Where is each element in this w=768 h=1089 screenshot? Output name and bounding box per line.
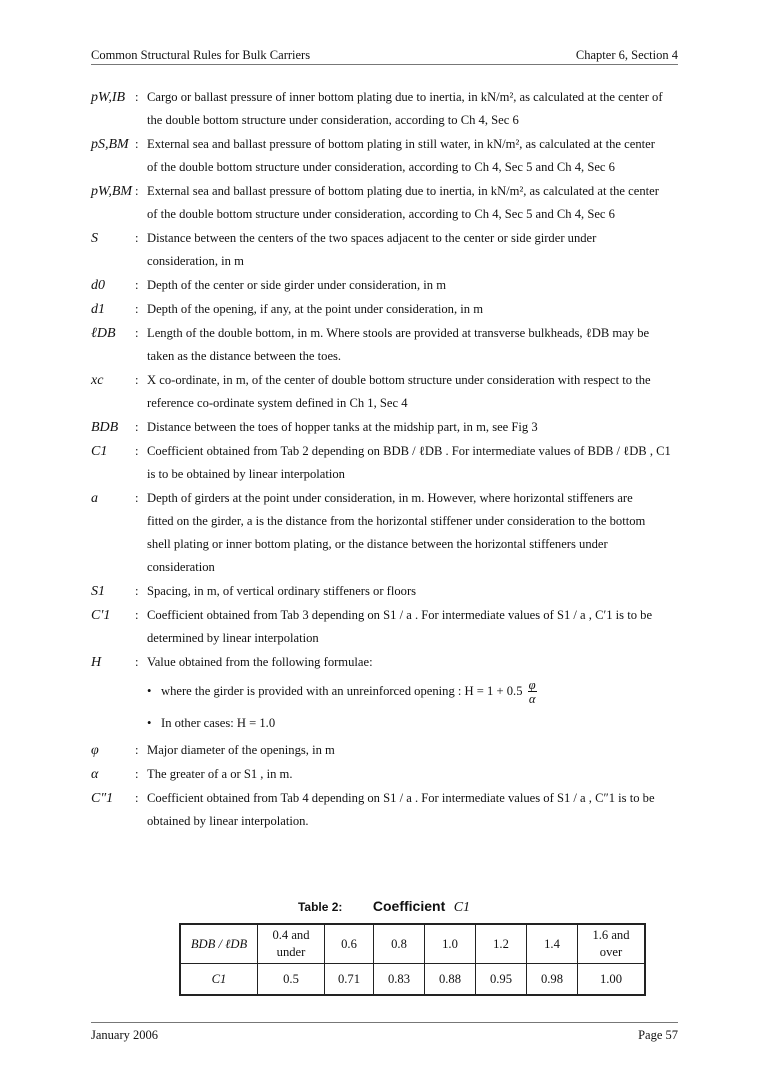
definition-colon: : xyxy=(135,584,139,598)
definition-line: The greater of a or S1 , in m. xyxy=(147,767,293,781)
definition-description xyxy=(147,322,679,368)
fraction-denominator: α xyxy=(528,691,536,706)
definition-description xyxy=(147,604,679,650)
definition-description xyxy=(147,416,679,439)
coefficient-value-cell: 0.98 xyxy=(527,964,578,996)
definition-item xyxy=(91,180,679,226)
column-header-cell: 1.2 xyxy=(476,924,527,964)
definition-line: taken as the distance between the toes. xyxy=(147,349,342,363)
definition-colon: : xyxy=(135,743,139,757)
definition-line: Length of the double bottom, in m. Where stools are provided at transverse bulkheads, ℓDB may be xyxy=(147,326,650,340)
definition-symbol: C1 xyxy=(91,444,108,459)
header-chapter-section: Chapter 6, Section 4 xyxy=(575,48,678,62)
coefficient-value-cell: 0.95 xyxy=(476,964,527,996)
definition-item xyxy=(91,440,679,486)
definition-colon: : xyxy=(135,231,139,245)
bullet-unreinforced-opening xyxy=(147,675,679,707)
footer-page-number: Page 57 xyxy=(638,1028,678,1042)
definition-description xyxy=(147,763,679,786)
header-document-title: Common Structural Rules for Bulk Carriers xyxy=(91,48,311,62)
definition-description xyxy=(147,739,679,762)
bullet-other-cases-text: In other cases: H = 1.0 xyxy=(161,716,276,730)
definition-symbol: pW,IB xyxy=(91,90,126,105)
definition-symbol: φ xyxy=(91,743,99,758)
bullet-unreinforced-text: where the girder is provided with an unreinforced opening : H = 1 + 0.5 xyxy=(161,684,523,698)
definition-item xyxy=(91,763,679,786)
column-header-cell: 1.4 xyxy=(527,924,578,964)
definition-line: Depth of the center or side girder under consideration, in m xyxy=(147,278,447,292)
definition-line: External sea and ballast pressure of bottom plating in still water, in kN/m², as calculated at the center xyxy=(147,137,655,151)
definition-description xyxy=(147,298,679,321)
definition-colon: : xyxy=(135,90,139,104)
definition-line: fitted on the girder, a is the distance from the horizontal stiffener under consideration to the bottom xyxy=(147,514,646,528)
definition-line: of the double bottom structure under consideration, according to Ch 4, Sec 5 and Ch 4, Sec 6 xyxy=(147,207,615,221)
definition-colon: : xyxy=(135,791,139,805)
definition-item xyxy=(91,604,679,650)
definition-line: consideration xyxy=(147,560,215,574)
definition-symbol: xc xyxy=(91,373,104,388)
definition-colon: : xyxy=(135,655,139,669)
definition-line: Distance between the toes of hopper tanks at the midship part, in m, see Fig 3 xyxy=(147,420,538,434)
definition-line: determined by linear interpolation xyxy=(147,631,319,645)
table-caption xyxy=(0,898,768,916)
definition-description xyxy=(147,487,679,579)
definition-item xyxy=(91,298,679,321)
definition-line: Coefficient obtained from Tab 4 depending on S1 / a . For intermediate values of S1 / a , C″1 is to be xyxy=(147,791,655,805)
definition-symbol: d0 xyxy=(91,278,105,293)
definition-item xyxy=(91,369,679,415)
coefficient-value-cell: 0.5 xyxy=(258,964,325,996)
definition-colon: : xyxy=(135,326,139,340)
definition-item xyxy=(91,86,679,132)
row-header-ratio: BDB / ℓDB xyxy=(180,924,258,964)
definition-item xyxy=(91,227,679,273)
table-row-ratio xyxy=(180,924,645,964)
definition-line: Spacing, in m, of vertical ordinary stiffeners or floors xyxy=(147,584,417,598)
definition-colon: : xyxy=(135,420,139,434)
definition-description xyxy=(147,180,679,226)
table-label: Table 2: xyxy=(297,900,343,914)
page-footer xyxy=(91,1022,678,1042)
coefficient-value-cell: 1.00 xyxy=(578,964,646,996)
table-title-symbol: C1 xyxy=(453,900,471,915)
definition-colon: : xyxy=(135,184,139,198)
definition-line: Distance between the centers of the two spaces adjacent to the center or side girder under xyxy=(147,231,597,245)
column-header-cell: 1.0 xyxy=(425,924,476,964)
definition-line: reference co-ordinate system defined in Ch 1, Sec 4 xyxy=(147,396,408,410)
definition-description xyxy=(147,651,679,674)
definition-symbol: a xyxy=(91,491,98,506)
definition-line: is to be obtained by linear interpolation xyxy=(147,467,345,481)
definition-symbol: BDB xyxy=(91,420,119,435)
definition-symbol: d1 xyxy=(91,302,105,317)
column-header-cell: 1.6 and over xyxy=(578,924,646,964)
definition-symbol: C″1 xyxy=(91,791,114,806)
definition-item xyxy=(91,739,679,762)
definition-line: Cargo or ballast pressure of inner bottom plating due to inertia, in kN/m², as calculated at the center of xyxy=(147,90,663,104)
definition-line: External sea and ballast pressure of bottom plating due to inertia, in kN/m², as calculated at the center xyxy=(147,184,659,198)
definition-item xyxy=(91,133,679,179)
column-header-cell: 0.6 xyxy=(325,924,374,964)
definitions-list xyxy=(91,86,679,834)
definition-item xyxy=(91,580,679,603)
fraction-numerator: φ xyxy=(528,677,536,692)
definition-colon: : xyxy=(135,608,139,622)
definition-symbol: S1 xyxy=(91,584,105,599)
definition-symbol: α xyxy=(91,767,99,782)
table-row-coefficient xyxy=(180,964,645,996)
row-header-coefficient: C1 xyxy=(180,964,258,996)
definition-line: Coefficient obtained from Tab 2 depending on BDB / ℓDB . For intermediate values of BDB / ℓDB , C1 xyxy=(147,444,671,458)
definition-colon: : xyxy=(135,278,139,292)
coefficient-table xyxy=(179,923,646,996)
definition-description xyxy=(147,440,679,486)
definition-line: Value obtained from the following formulae: xyxy=(147,655,373,669)
definition-line: Coefficient obtained from Tab 3 depending on S1 / a . For intermediate values of S1 / a , C′1 is to be xyxy=(147,608,653,622)
phi-over-alpha-fraction xyxy=(528,679,537,706)
definition-line: Depth of the opening, if any, at the point under consideration, in m xyxy=(147,302,483,316)
definition-description xyxy=(147,787,679,833)
definition-symbol: ℓDB xyxy=(91,326,116,341)
definition-symbol: pS,BM xyxy=(91,137,129,152)
definition-line: Major diameter of the openings, in m xyxy=(147,743,335,757)
bullet-other-cases xyxy=(147,707,679,739)
definition-symbol: pW,BM xyxy=(91,184,133,199)
definition-line: X co-ordinate, in m, of the center of double bottom structure under consideration with respect to the xyxy=(147,373,651,387)
definition-line: consideration, in m xyxy=(147,254,244,268)
definition-symbol: C′1 xyxy=(91,608,111,623)
column-header-cell: 0.4 and under xyxy=(258,924,325,964)
definition-colon: : xyxy=(135,137,139,151)
definition-item xyxy=(91,787,679,833)
column-header-cell: 0.8 xyxy=(374,924,425,964)
definition-description xyxy=(147,369,679,415)
definition-symbol: S xyxy=(91,231,98,246)
definition-colon: : xyxy=(135,444,139,458)
definition-description xyxy=(147,580,679,603)
coefficient-value-cell: 0.88 xyxy=(425,964,476,996)
definition-item xyxy=(91,487,679,579)
definition-line: Depth of girders at the point under consideration, in m. However, where horizontal stiffeners are xyxy=(147,491,633,505)
h-formula-bullets xyxy=(147,675,679,739)
definition-symbol: H xyxy=(91,655,102,670)
definition-colon: : xyxy=(135,302,139,316)
definition-line: shell plating or inner bottom plating, or the distance between the horizontal stiffeners under xyxy=(147,537,608,551)
definition-line: of the double bottom structure under consideration, according to Ch 4, Sec 5 and Ch 4, Sec 6 xyxy=(147,160,615,174)
footer-date: January 2006 xyxy=(91,1028,158,1042)
coefficient-value-cell: 0.71 xyxy=(325,964,374,996)
definition-description xyxy=(147,86,679,132)
definition-description xyxy=(147,227,679,273)
definition-line: obtained by linear interpolation. xyxy=(147,814,309,828)
table-title: Coefficient xyxy=(372,898,446,914)
definition-item xyxy=(91,274,679,297)
definition-colon: : xyxy=(135,373,139,387)
coefficient-value-cell: 0.83 xyxy=(374,964,425,996)
definition-line: the double bottom structure under consideration, according to Ch 4, Sec 6 xyxy=(147,113,519,127)
definition-colon: : xyxy=(135,767,139,781)
definition-item xyxy=(91,651,679,674)
definition-item xyxy=(91,416,679,439)
definition-item xyxy=(91,322,679,368)
definition-description xyxy=(147,133,679,179)
definition-colon: : xyxy=(135,491,139,505)
definition-description xyxy=(147,274,679,297)
page-header xyxy=(91,40,678,65)
